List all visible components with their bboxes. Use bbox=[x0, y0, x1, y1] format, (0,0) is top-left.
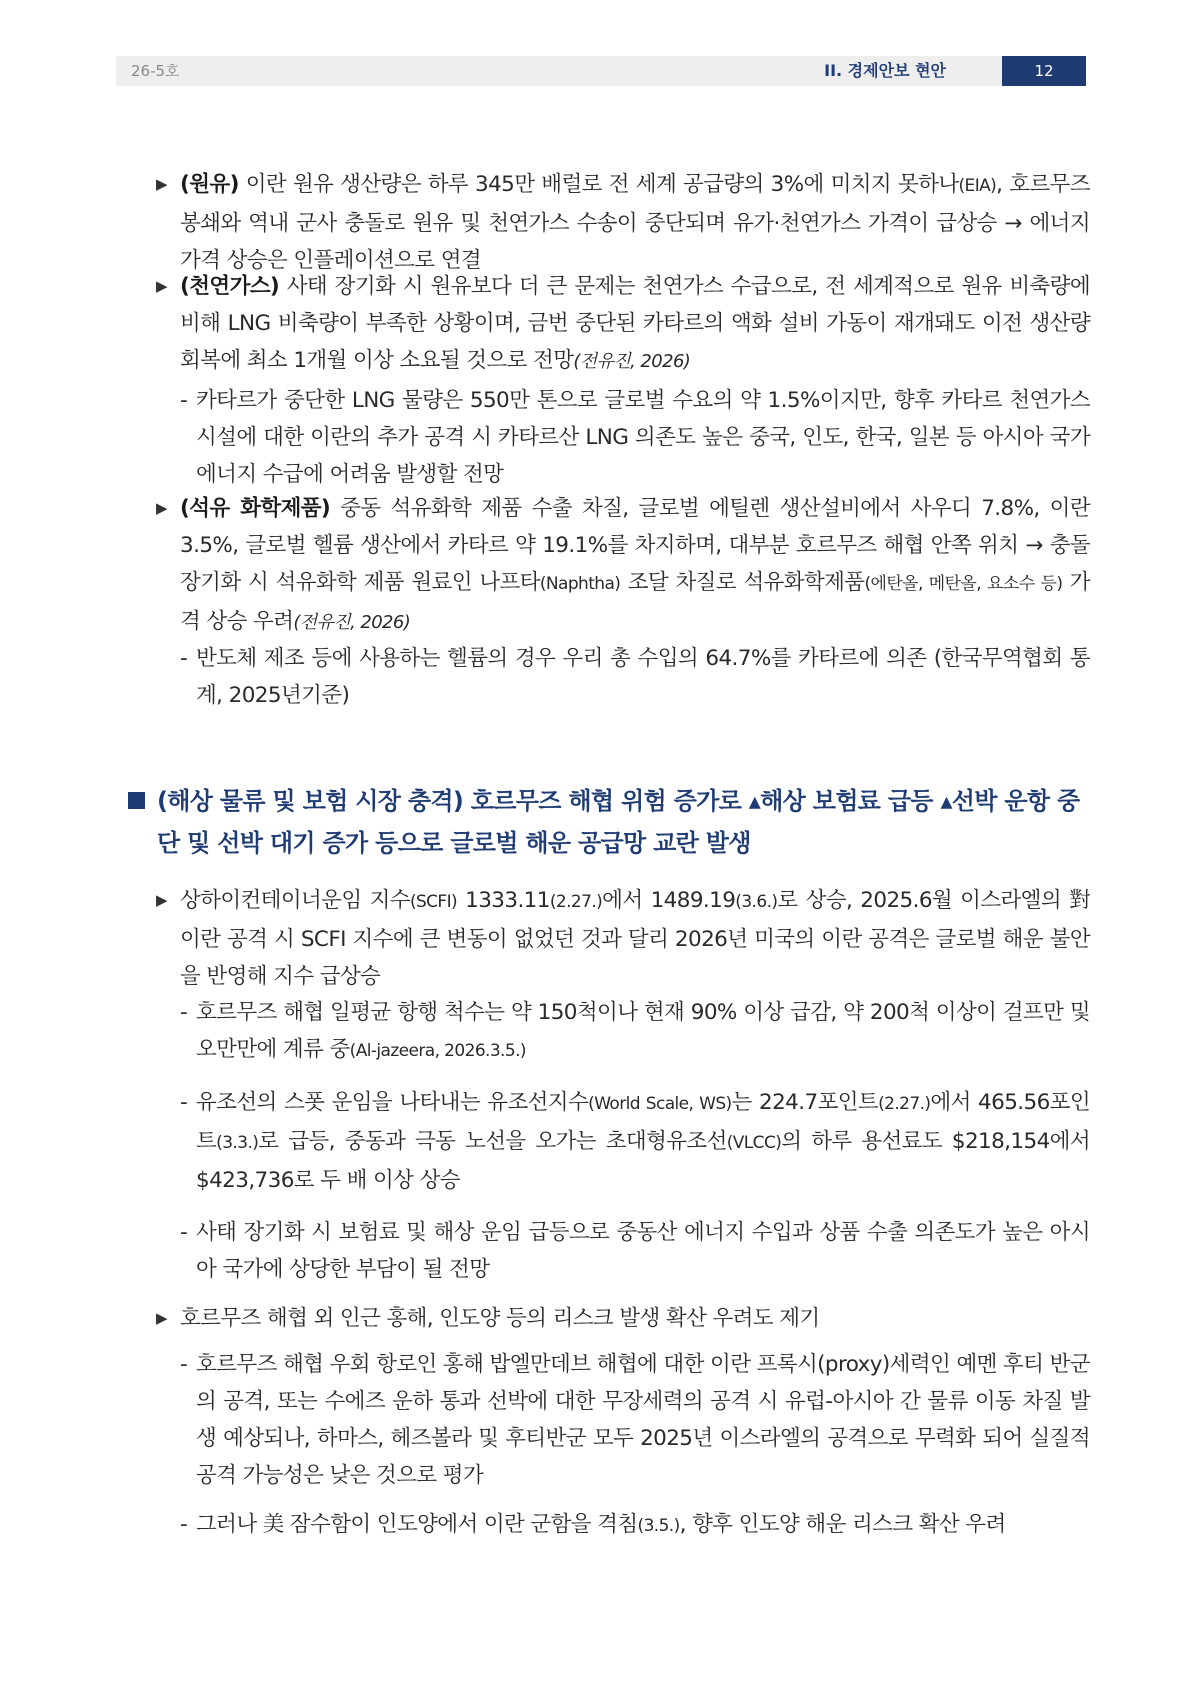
note: (3.3.) bbox=[216, 1133, 259, 1153]
citation: (전유진, 2026) bbox=[573, 351, 691, 372]
dash-bullet: - bbox=[180, 1000, 188, 1025]
bullet-regional-risk: 호르무즈 해협 외 인근 홍해, 인도양 등의 리스크 발생 확산 우려도 제기 bbox=[180, 1306, 820, 1331]
section-square-icon bbox=[128, 792, 145, 809]
bullet-text: 가격 상승 우려 bbox=[180, 570, 1090, 634]
bullet-label: (석유 화학제품) bbox=[180, 496, 331, 521]
bullet-text: 조달 차질로 석유화학제품 bbox=[620, 570, 865, 595]
bullet-natural-gas bbox=[180, 268, 1090, 380]
sub-bullet-indian-ocean bbox=[196, 1506, 1090, 1545]
bullet-text: 로 상승, 2025.6월 이스라엘의 對이란 공격 시 SCFI 지수에 큰 변동이 없었던 것과 달리 2026년 미국의 이란 공격은 글로벌 해운 불안을 반영해 지수 급상승 bbox=[180, 888, 1090, 989]
dash-bullet: - bbox=[180, 1512, 188, 1537]
arrow-bullet-icon: ▶ bbox=[156, 175, 168, 193]
note: (Naphtha) bbox=[539, 574, 621, 594]
sub-bullet-insurance-burden: 사태 장기화 시 보험료 및 해상 운임 급등으로 중동산 에너지 수입과 상품 수출 의존도가 높은 아시아 국가에 상당한 부담이 될 전망 bbox=[196, 1220, 1090, 1282]
page-header bbox=[116, 56, 1086, 86]
bullet-text: 에서 1489.19 bbox=[602, 888, 736, 913]
sub-bullet-hormuz-traffic bbox=[196, 994, 1090, 1070]
arrow-bullet-icon: ▶ bbox=[156, 499, 168, 517]
bullet-text: 상하이컨테이너운임 지수 bbox=[180, 888, 410, 913]
note: (World Scale, WS) bbox=[588, 1094, 732, 1114]
source-note: (Al-jazeera, 2026.3.5.) bbox=[349, 1041, 526, 1061]
arrow-bullet-icon: ▶ bbox=[156, 277, 168, 295]
note: (3.5.) bbox=[637, 1516, 680, 1536]
source-note: (EIA) bbox=[958, 176, 997, 196]
dash-bullet: - bbox=[180, 1220, 188, 1245]
bullet-text: 로 급등, 중동과 극동 노선을 오가는 초대형유조선 bbox=[258, 1129, 727, 1154]
dash-bullet: - bbox=[180, 1352, 188, 1377]
bullet-label: (원유) bbox=[180, 172, 239, 197]
arrow-bullet-icon: ▶ bbox=[156, 891, 168, 909]
sub-bullet-qatar-lng: 카타르가 중단한 LNG 물량은 550만 톤으로 글로벌 수요의 약 1.5%이지만, 향후 카타르 천연가스 시설에 대한 이란의 추가 공격 시 카타르산 LNG 의존도 높은 중국, 인도, 한국, 일본 등 아시아 국가 에너지 수급에 어려움 발생할 전망 bbox=[196, 388, 1090, 487]
note: (2.27.) bbox=[549, 892, 603, 912]
bullet-label: (천연가스) bbox=[180, 274, 280, 299]
note: (VLCC) bbox=[726, 1133, 782, 1153]
bullet-text: 1333.11 bbox=[457, 888, 550, 913]
bullet-text: 그러나 美 잠수함이 인도양에서 이란 군함을 격침 bbox=[196, 1512, 638, 1537]
note: (SCFI) bbox=[409, 892, 458, 912]
bullet-crude-oil bbox=[180, 166, 1090, 279]
dash-bullet: - bbox=[180, 1090, 188, 1115]
bullet-text: 이란 원유 생산량은 하루 345만 배럴로 전 세계 공급량의 3%에 미치지 못하나 bbox=[238, 172, 959, 197]
bullet-scfi bbox=[180, 882, 1090, 995]
bullet-text: 유조선의 스폿 운임을 나타내는 유조선지수 bbox=[196, 1090, 589, 1115]
bullet-text: 중동 석유화학 제품 수출 차질, 글로벌 에틸렌 생산설비에서 사우디 7.8%, 이란 3.5%, 글로벌 헬륨 생산에서 카타르 약 19.1%를 차지하며, 대부분 호르무즈 해협 안쪽 위치 → 충돌 장기화 시 석유화학 제품 원료인 나프타 bbox=[180, 496, 1091, 595]
note: (2.27.) bbox=[878, 1094, 931, 1114]
issue-number: 26-5호 bbox=[131, 62, 180, 80]
bullet-text: , 향후 인도양 해운 리스크 확산 우려 bbox=[679, 1512, 1006, 1537]
section-title-header: II. 경제안보 현안 bbox=[824, 61, 946, 80]
bullet-text: 에서 465.56포인트 bbox=[196, 1090, 1091, 1154]
dash-bullet: - bbox=[180, 388, 188, 413]
bullet-text: 의 하루 용선료도 $218,154에서 $423,736로 두 배 이상 상승 bbox=[196, 1129, 1090, 1193]
sub-bullet-tanker-index bbox=[196, 1084, 1090, 1199]
sub-bullet-red-sea: 호르무즈 해협 우회 항로인 홍해 밥엘만데브 해협에 대한 이란 프록시(proxy)세력인 예멘 후티 반군의 공격, 또는 수에즈 운하 통과 선박에 대한 무장세력의 공격 시 유럽-아시아 간 물류 이동 차질 발생 예상되나, 하마스, 헤즈볼라 및 후티반군 모두 2025년 이스라엘의 공격으로 무력화 되어 실질적 공격 가능성은 낮은 것으로 평가 bbox=[196, 1352, 1090, 1488]
page-number: 12 bbox=[1002, 56, 1086, 86]
bullet-text: 사태 장기화 시 원유보다 더 큰 문제는 천연가스 수급으로, 전 세계적으로 원유 비축량에 비해 LNG 비축량이 부족한 상황이며, 금번 중단된 카타르의 액화 설비 가동이 재개돼도 이전 생산량 회복에 최소 1개월 이상 소요될 것으로 전망 bbox=[180, 274, 1090, 373]
bullet-text: 호르무즈 해협 일평균 항행 척수는 약 150척이나 현재 90% 이상 급감, 약 200척 이상이 걸프만 및 오만만에 계류 중 bbox=[196, 1000, 1090, 1062]
sub-bullet-helium: 반도체 제조 등에 사용하는 헬륨의 경우 우리 총 수입의 64.7%를 카타르에 의존 (한국무역협회 통계, 2025년기준) bbox=[196, 646, 1090, 708]
section-heading: (해상 물류 및 보험 시장 충격) 호르무즈 해협 위험 증가로 ▴해상 보험료 급등 ▴선박 운항 중단 및 선박 대기 증가 등으로 글로벌 해운 공급망 교란 발생 bbox=[157, 787, 1080, 857]
citation: (전유진, 2026) bbox=[293, 612, 411, 633]
arrow-bullet-icon: ▶ bbox=[156, 1309, 168, 1327]
note: (에탄올, 메탄올, 요소수 등) bbox=[864, 574, 1063, 594]
bullet-text: 는 224.7포인트 bbox=[731, 1090, 879, 1115]
dash-bullet: - bbox=[180, 646, 188, 671]
bullet-text: , 호르무즈 봉쇄와 역내 군사 충돌로 원유 및 천연가스 수송이 중단되며 유가·천연가스 가격이 급상승 → 에너지 가격 상승은 인플레이션으로 연결 bbox=[180, 172, 1090, 273]
bullet-petrochemicals bbox=[180, 490, 1090, 641]
note: (3.6.) bbox=[735, 892, 778, 912]
